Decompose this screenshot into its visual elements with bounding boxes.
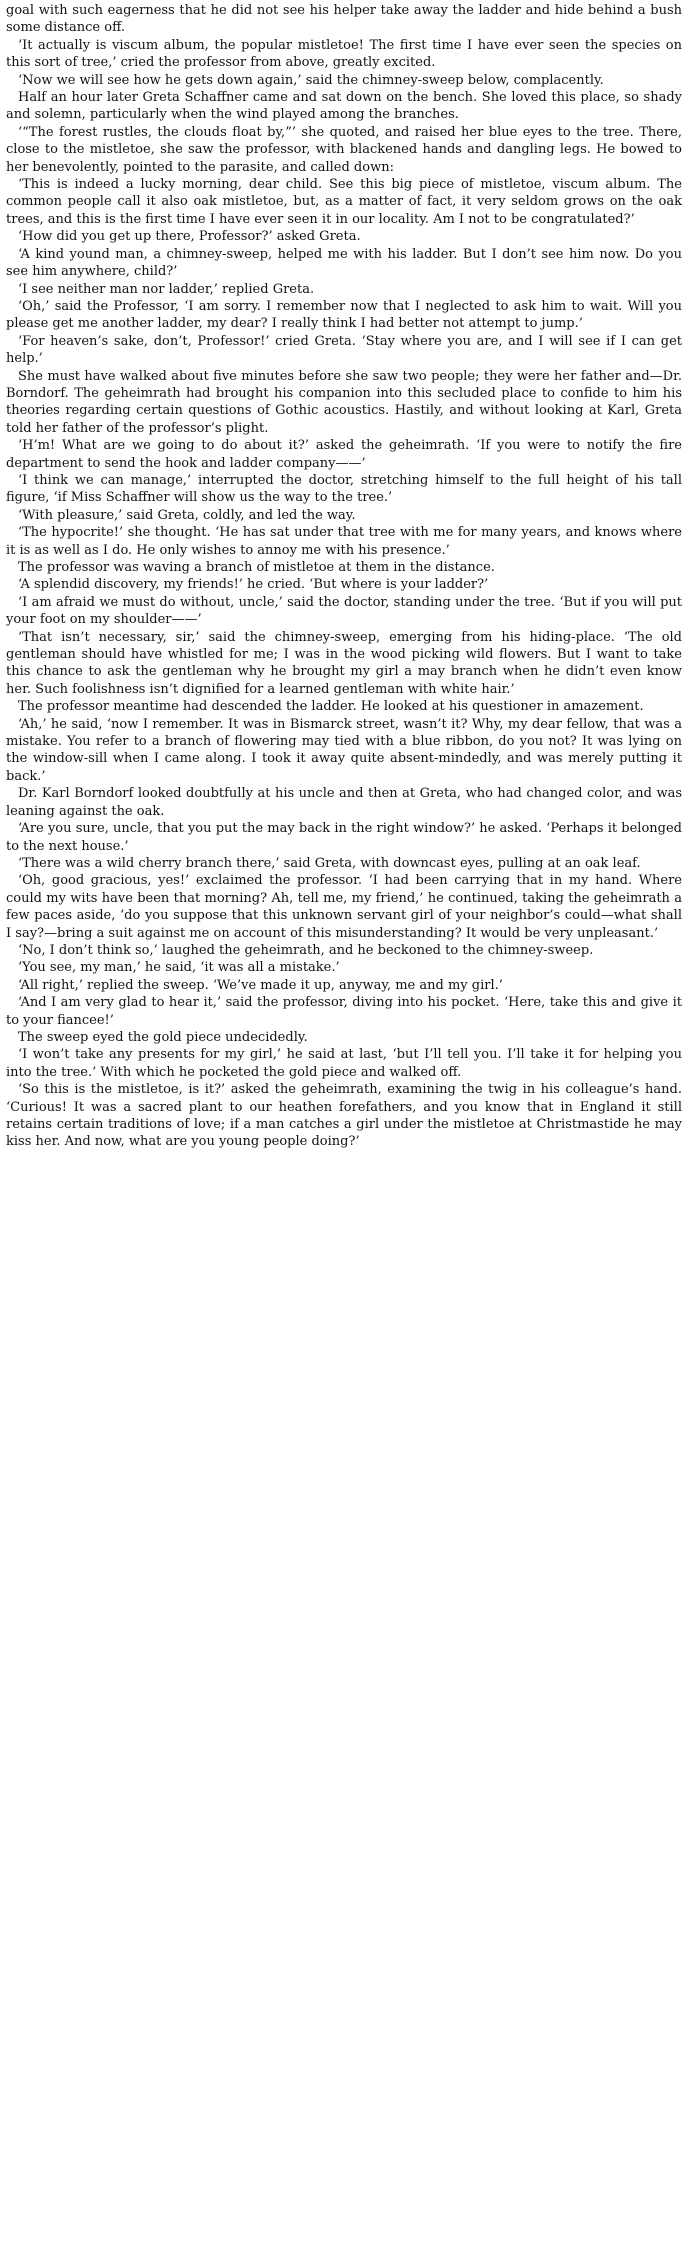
- paragraph: ‘Oh,’ said the Professor, ‘I am sorry. I remember now that I neglected to ask him to wait. Will you please get me another ladder, my dear? I really think I had better not attempt to jump.’: [6, 298, 682, 332]
- paragraph: ‘“The forest rustles, the clouds float by,”’ she quoted, and raised her blue eyes to the tree. There, close to the mistletoe, she saw the professor, with blackened hands and dangling legs. He bowed to her benevolently, pointed to the parasite, and called down:: [6, 124, 682, 175]
- paragraph: ‘I see neither man nor ladder,’ replied Greta.: [18, 281, 315, 297]
- paragraph: She must have walked about five minutes before she saw two people; they were her father and—Dr. Borndorf. The geheimrath had brought his companion into this secluded place to confide to him his theories regarding certain questions of Gothic acoustics. Hastily, and without looking at Karl, Greta told her father of the professor’s plight.: [6, 368, 682, 436]
- paragraph: ‘Oh, good gracious, yes!’ exclaimed the professor. ‘I had been carrying that in my hand. Where could my wits have been that morning? Ah, tell me, my friend,’ he continued, taking the geheimrath a few paces aside, ‘do you suppose that this unknown servant girl of your neighbor’s could—what shall I say?—bring a suit against me on account of this misunderstanding? It would be very unpleasant.’: [6, 873, 682, 941]
- paragraph: ‘So this is the mistletoe, is it?’ asked the geheimrath, examining the twig in his colleague’s hand. ‘Curious! It was a sacred plant to our heathen forefathers, and you know that in England it still retains certain traditions of love; if a man catches a girl under the mistletoe at Christmastide he may kiss her. And now, what are you young people doing?’: [6, 1082, 682, 1150]
- paragraph: ‘Ah,’ he said, ‘now I remember. It was in Bismarck street, wasn’t it? Why, my dear fellow, that was a mistake. You refer to a branch of flowering may tied with a blue ribbon, do you not? It was lying on the window-sill when I came along. I took it away quite absent-mindedly, and was merely putting it back.’: [6, 716, 682, 784]
- paragraph: ‘A kind yound man, a chimney-sweep, helped me with his ladder. But I don’t see him now. Do you see him anywhere, child?’: [6, 246, 682, 280]
- paragraph: ‘It actually is viscum album, the popular mistletoe! The first time I have ever seen the species on this sort of tree,’ cried the professor from above, greatly excited.: [6, 37, 682, 71]
- paragraph: ‘There was a wild cherry branch there,’ said Greta, with downcast eyes, pulling at an oak leaf.: [18, 855, 641, 871]
- paragraph: ‘With pleasure,’ said Greta, coldly, and led the way.: [18, 507, 356, 523]
- paragraph: ‘No, I don’t think so,’ laughed the geheimrath, and he beckoned to the chimney-sweep.: [18, 942, 594, 958]
- paragraph: ‘And I am very glad to hear it,’ said the professor, diving into his pocket. ‘Here, take this and give it to your fiancee!’: [6, 995, 682, 1028]
- paragraph: ‘I am afraid we must do without, uncle,’ said the doctor, standing under the tree. ‘But if you will put your foot on my shoulder——’: [6, 594, 682, 628]
- paragraph: ‘For heaven’s sake, don’t, Professor!’ cried Greta. ‘Stay where you are, and I will see if I can get help.’: [6, 333, 682, 367]
- paragraph: ‘You see, my man,’ he said, ‘it was all a mistake.’: [18, 960, 340, 976]
- paragraph: ‘Are you sure, uncle, that you put the may back in the right window?’ he asked. ‘Perhaps it belonged to the next house.’: [6, 821, 682, 854]
- paragraph: Half an hour later Greta Schaffner came and sat down on the bench. She loved this place, so shady and solemn, particularly when the wind played among the branches.: [6, 90, 682, 123]
- paragraph: Dr. Karl Borndorf looked doubtfully at his uncle and then at Greta, who had changed color, and was leaning against the oak.: [6, 786, 682, 819]
- paragraph: goal with such eagerness that he did not see his helper take away the ladder and hide behind a bush some distance off.: [6, 3, 682, 36]
- paragraph: The sweep eyed the gold piece undecidedly.: [18, 1029, 308, 1045]
- paragraph: ‘H’m! What are we going to do about it?’ asked the geheimrath. ‘If you were to notify the fire department to send the hook and ladder company——’: [6, 438, 682, 471]
- paragraph: ‘A splendid discovery, my friends!’ he cried. ‘But where is your ladder?’: [18, 577, 489, 593]
- paragraph: ‘How did you get up there, Professor?’ asked Greta.: [18, 229, 361, 245]
- paragraph: ‘I won’t take any presents for my girl,’ he said at last, ‘but I’ll tell you. I’ll take it for helping you into the tree.’ With which he pocketed the gold piece and walked off.: [6, 1047, 682, 1080]
- paragraph: ‘This is indeed a lucky morning, dear child. See this big piece of mistletoe, viscum album. The common people call it also oak mistletoe, but, as a matter of fact, it very seldom grows on the oak trees, and this is the first time I have ever seen it in our locality. Am I not to be congratulated?’: [6, 177, 682, 227]
- paragraph: ‘Now we will see how he gets down again,’ said the chimney-sweep below, complacently.: [18, 72, 604, 88]
- paragraph: The professor was waving a branch of mistletoe at them in the distance.: [18, 560, 495, 575]
- paragraph: ‘I think we can manage,’ interrupted the doctor, stretching himself to the full height of his tall figure, ‘if Miss Schaffner will show us the way to the tree.’: [6, 472, 682, 506]
- paragraph: ‘That isn’t necessary, sir,’ said the chimney-sweep, emerging from his hiding-place. ‘The old gentleman should have whistled for me; I was in the wood picking wild flowers. But I want to take this chance to ask the gentleman why he brought my girl a may branch when he didn’t even know her. Such foolishness isn’t dignified for a learned gentleman with white hair.’: [6, 629, 682, 697]
- paragraph: ‘All right,’ replied the sweep. ‘We’ve made it up, anyway, me and my girl.’: [18, 977, 503, 993]
- paragraph: ‘The hypocrite!’ she thought. ‘He has sat under that tree with me for many years, and knows where it is as well as I do. He only wishes to annoy me with his presence.’: [6, 525, 682, 558]
- paragraph: The professor meantime had descended the ladder. He looked at his questioner in amazement.: [18, 699, 644, 715]
